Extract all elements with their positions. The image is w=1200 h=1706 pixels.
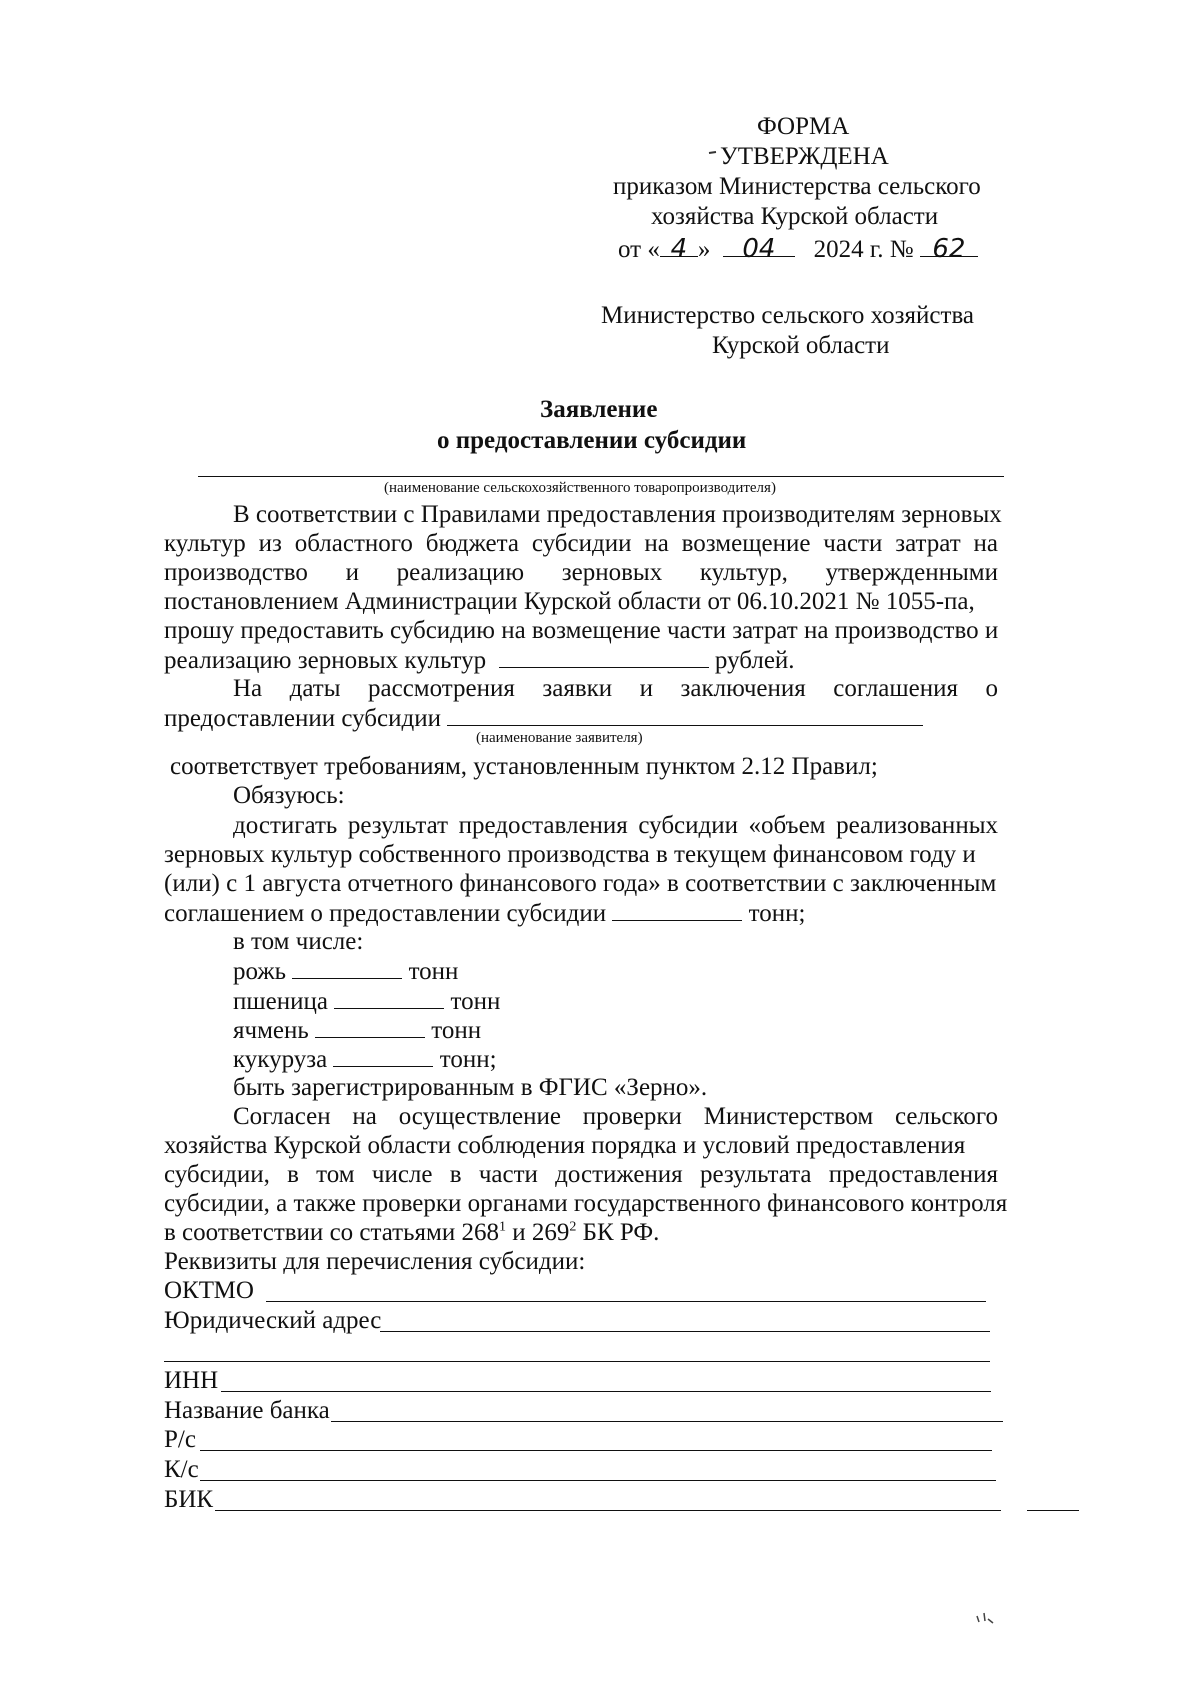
- crop-name: кукуруза: [233, 1046, 328, 1073]
- inn-label: ИНН: [164, 1367, 219, 1394]
- document-title: Заявление: [540, 396, 658, 423]
- obligation-last-after: тонн;: [748, 900, 806, 927]
- obligation-line-2: зерновых культур собственного производства в текущем финансовом году и: [164, 841, 976, 868]
- crop-row-barley: [233, 1015, 481, 1046]
- correspondent-account-label: К/с: [164, 1456, 199, 1483]
- crop-unit: тонн: [431, 1017, 482, 1044]
- form-label: ФОРМА: [757, 113, 850, 140]
- legal-address-field-line-2: [164, 1361, 990, 1362]
- obligation-line-3: (или) с 1 августа отчетного финансового года» в соответствии с заключенным: [164, 870, 997, 897]
- oktmo-label: ОКТМО: [164, 1277, 254, 1304]
- year-text: 2024 г. №: [813, 236, 914, 263]
- consent-line-2: хозяйства Курской области соблюдения порядка и условий предоставления: [164, 1132, 966, 1159]
- crop-tonnage-field: [315, 1015, 425, 1038]
- crop-row-wheat: [233, 986, 500, 1017]
- article-superscript-2: 2: [569, 1219, 577, 1235]
- month-value: 04: [742, 234, 776, 264]
- crop-name: пшеница: [233, 988, 328, 1015]
- day-field: [660, 234, 698, 264]
- order-line-2: хозяйства Курской области: [651, 203, 939, 230]
- para2-line-3: соответствует требованиям, установленным пунктом 2.12 Правил;: [170, 753, 878, 780]
- crop-name: рожь: [233, 958, 287, 985]
- registration-line: быть зарегистрированным в ФГИС «Зерно».: [233, 1074, 708, 1101]
- consent-line-5: [164, 1218, 659, 1248]
- total-tonnage-field: [612, 898, 742, 921]
- consent-line-4: субсидии, а также проверки органами государственного финансового контроля: [164, 1190, 1008, 1217]
- order-date-line: [618, 234, 978, 265]
- obligation-line-4: [164, 898, 805, 929]
- consent-articles-text: в соответствии со статьями 268: [164, 1219, 499, 1246]
- bank-name-field: [331, 1421, 1003, 1422]
- correspondent-account-field: [200, 1480, 996, 1481]
- amount-field: [499, 645, 709, 668]
- order-line-1: приказом Министерства сельского: [613, 173, 981, 200]
- crop-name: ячмень: [233, 1017, 309, 1044]
- including-label: в том числе:: [233, 928, 364, 955]
- crop-row-corn: [233, 1044, 497, 1075]
- date-prefix: от «: [618, 236, 660, 263]
- document-subtitle: о предоставлении субсидии: [437, 427, 747, 454]
- crop-unit: тонн;: [439, 1046, 497, 1073]
- para1-line-6: [164, 645, 795, 676]
- obligation-heading: Обязуюсь:: [233, 782, 345, 809]
- legal-address-label: Юридический адрес: [164, 1307, 382, 1334]
- scan-speck: [975, 1610, 997, 1626]
- para1-line-3: производство и реализацию зерновых культур, утвержденными: [164, 559, 998, 586]
- stray-line-mark: [1027, 1510, 1079, 1511]
- month-field: [723, 234, 795, 264]
- oktmo-field: [266, 1301, 986, 1302]
- number-field: [920, 234, 978, 264]
- consent-line-1: Согласен на осуществление проверки Министерством сельского: [233, 1103, 998, 1130]
- applicant-field-caption: (наименование заявителя): [476, 730, 643, 746]
- crop-tonnage-field: [292, 956, 402, 979]
- approved-label: УТВЕРЖДЕНА: [720, 143, 889, 170]
- requisites-heading: Реквизиты для перечисления субсидии:: [164, 1248, 586, 1275]
- order-number: 62: [932, 234, 966, 264]
- para1-line-1: В соответствии с Правилами предоставления производителям зерновых: [233, 501, 1002, 528]
- consent-articles-and: и 269: [505, 1219, 570, 1246]
- para2-line-2-text: предоставлении субсидии: [164, 705, 441, 732]
- bik-field: [215, 1510, 1001, 1511]
- crop-row-rye: [233, 956, 458, 987]
- obligation-last-before: соглашением о предоставлении субсидии: [164, 900, 607, 927]
- legal-address-field: [380, 1331, 990, 1332]
- applicant-caption: (наименование сельскохозяйственного товаропроизводителя): [384, 480, 776, 496]
- crop-tonnage-field: [333, 1044, 433, 1067]
- para2-line-1: На даты рассмотрения заявки и заключения соглашения о: [233, 675, 998, 702]
- date-mid: »: [697, 236, 711, 263]
- para1-line-5: прошу предоставить субсидию на возмещение части затрат на производство и: [164, 617, 999, 644]
- settlement-account-field: [200, 1450, 992, 1451]
- day-value: 4: [670, 234, 688, 264]
- scan-speck: [708, 150, 718, 156]
- addressee-line-1: Министерство сельского хозяйства: [601, 302, 975, 329]
- consent-line-3: субсидии, в том числе в части достижения результата предоставления: [164, 1161, 998, 1188]
- addressee-line-2: Курской области: [712, 332, 890, 359]
- crop-unit: тонн: [408, 958, 459, 985]
- applicant-field: [447, 703, 923, 726]
- para1-last-after: рублей.: [714, 647, 795, 674]
- settlement-account-label: Р/с: [164, 1426, 196, 1453]
- inn-field: [221, 1391, 991, 1392]
- bik-label: БИК: [164, 1486, 214, 1513]
- para1-last-before: реализацию зерновых культур: [164, 647, 487, 674]
- para1-line-4: постановлением Администрации Курской области от 06.10.2021 № 1055-па,: [164, 588, 975, 615]
- article-superscript-1: 1: [498, 1219, 506, 1235]
- crop-unit: тонн: [450, 988, 501, 1015]
- obligation-line-1: достигать результат предоставления субсидии «объем реализованных: [233, 812, 998, 839]
- para1-line-2: культур из областного бюджета субсидии на возмещение части затрат на: [164, 530, 998, 557]
- applicant-name-field: [198, 476, 1004, 477]
- bank-name-label: Название банка: [164, 1397, 330, 1424]
- consent-articles-end: БК РФ.: [576, 1219, 660, 1246]
- crop-tonnage-field: [334, 986, 444, 1009]
